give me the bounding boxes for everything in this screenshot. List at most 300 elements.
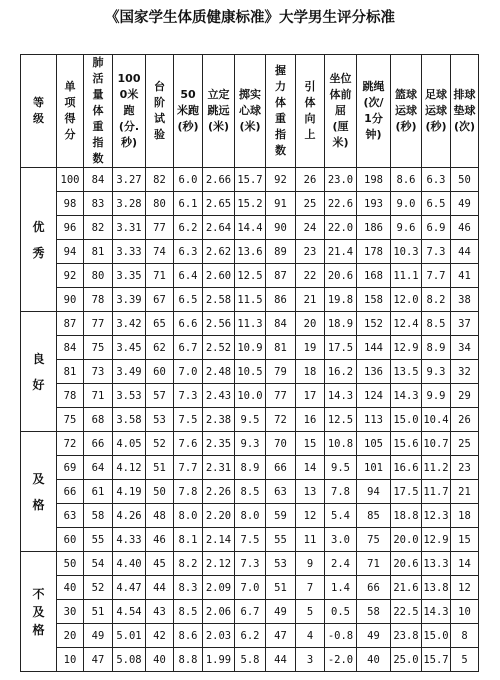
table-cell: 22.6 — [325, 192, 357, 216]
table-cell: 193 — [357, 192, 391, 216]
table-cell: 12.5 — [325, 408, 357, 432]
table-cell: 3.42 — [113, 312, 146, 336]
table-cell: 13.3 — [422, 552, 451, 576]
table-cell: 84 — [84, 168, 113, 192]
table-row — [21, 480, 479, 504]
header-cell-50m-run: 50米跑(秒) — [174, 55, 203, 168]
header-cell-basketball-dribble: 篮球运球(秒) — [391, 55, 422, 168]
table-cell: 100 — [57, 168, 84, 192]
table-cell: 50 — [57, 552, 84, 576]
table-cell: 18.9 — [325, 312, 357, 336]
table-cell: 25.0 — [391, 648, 422, 672]
table-cell: 66 — [357, 576, 391, 600]
table-cell: 80 — [146, 192, 174, 216]
table-cell: 23.0 — [325, 168, 357, 192]
table-cell: 6.0 — [174, 168, 203, 192]
table-cell: 6.1 — [174, 192, 203, 216]
table-cell: 21 — [451, 480, 479, 504]
table-cell: 9.3 — [235, 432, 266, 456]
table-cell: 6.3 — [174, 240, 203, 264]
table-cell: 8.0 — [235, 504, 266, 528]
table-cell: 96 — [57, 216, 84, 240]
table-cell: 14 — [451, 552, 479, 576]
table-cell: 7.5 — [235, 528, 266, 552]
grade-label: 及格 — [32, 471, 45, 512]
table-row — [21, 240, 479, 264]
table-cell: 3.49 — [113, 360, 146, 384]
table-cell: 64 — [84, 456, 113, 480]
table-cell: 9 — [296, 552, 325, 576]
header-cell-1000m-run: 1000米跑(分.秒) — [113, 55, 146, 168]
table-cell: 2.60 — [203, 264, 235, 288]
table-cell: 3.45 — [113, 336, 146, 360]
table-cell: 43 — [146, 600, 174, 624]
table-cell: 19 — [296, 336, 325, 360]
table-cell: 14 — [296, 456, 325, 480]
table-cell: 42 — [146, 624, 174, 648]
table-cell: 7.3 — [235, 552, 266, 576]
table-cell: 21.4 — [325, 240, 357, 264]
table-cell: 7.0 — [174, 360, 203, 384]
table-cell: 2.64 — [203, 216, 235, 240]
table-cell: 13.6 — [235, 240, 266, 264]
table-cell: 7.8 — [325, 480, 357, 504]
table-row — [21, 528, 479, 552]
table-cell: 9.5 — [325, 456, 357, 480]
table-cell: 11.2 — [422, 456, 451, 480]
table-row — [21, 288, 479, 312]
header-cell-sit-and-reach: 坐位体前屈(厘米) — [325, 55, 357, 168]
table-cell: 4.12 — [113, 456, 146, 480]
table-cell: 6.2 — [174, 216, 203, 240]
table-cell: 9.3 — [422, 360, 451, 384]
table-cell: 5 — [296, 600, 325, 624]
table-cell: 6.3 — [422, 168, 451, 192]
table-cell: 18.8 — [391, 504, 422, 528]
table-cell: 8 — [451, 624, 479, 648]
table-cell: 7 — [296, 576, 325, 600]
table-cell: 15.7 — [422, 648, 451, 672]
table-cell: 84 — [266, 312, 296, 336]
grade-label: 优秀 — [32, 219, 45, 260]
table-cell: 2.38 — [203, 408, 235, 432]
table-cell: 3.53 — [113, 384, 146, 408]
table-cell: 15.6 — [391, 432, 422, 456]
table-cell: 2.12 — [203, 552, 235, 576]
table-cell: 6.2 — [235, 624, 266, 648]
table-cell: 11.5 — [235, 288, 266, 312]
table-cell: 22 — [296, 264, 325, 288]
table-cell: 69 — [57, 456, 84, 480]
table-cell: 21.6 — [391, 576, 422, 600]
table-cell: 18 — [451, 504, 479, 528]
table-cell: 3.28 — [113, 192, 146, 216]
table-cell: 17.5 — [391, 480, 422, 504]
table-cell: 58 — [357, 600, 391, 624]
table-cell: 2.09 — [203, 576, 235, 600]
table-cell: 2.20 — [203, 504, 235, 528]
table-cell: 65 — [146, 312, 174, 336]
grade-cell — [21, 552, 57, 672]
table-cell: 5 — [451, 648, 479, 672]
table-row — [21, 336, 479, 360]
table-cell: 81 — [84, 240, 113, 264]
table-cell: 67 — [146, 288, 174, 312]
table-cell: 2.06 — [203, 600, 235, 624]
table-cell: 15 — [451, 528, 479, 552]
table-cell: 12.5 — [235, 264, 266, 288]
table-cell: 8.6 — [174, 624, 203, 648]
table-cell: 6.4 — [174, 264, 203, 288]
table-cell: 10.5 — [235, 360, 266, 384]
table-cell: 94 — [57, 240, 84, 264]
header-cell-score: 单项得分 — [57, 55, 84, 168]
table-cell: 60 — [57, 528, 84, 552]
table-cell: 2.35 — [203, 432, 235, 456]
table-row — [21, 576, 479, 600]
table-cell: 75 — [357, 528, 391, 552]
header-row — [21, 55, 479, 168]
table-cell: 13 — [296, 480, 325, 504]
table-row — [21, 360, 479, 384]
table-cell: 87 — [57, 312, 84, 336]
table-row — [21, 624, 479, 648]
table-cell: 80 — [84, 264, 113, 288]
table-row — [21, 408, 479, 432]
table-cell: 8.8 — [174, 648, 203, 672]
table-cell: 9.0 — [391, 192, 422, 216]
table-cell: 198 — [357, 168, 391, 192]
table-cell: 70 — [266, 432, 296, 456]
table-cell: 66 — [266, 456, 296, 480]
table-cell: 11.1 — [391, 264, 422, 288]
table-cell: 101 — [357, 456, 391, 480]
table-cell: 72 — [266, 408, 296, 432]
table-cell: 66 — [84, 432, 113, 456]
table-cell: 62 — [146, 336, 174, 360]
table-cell: 41 — [451, 264, 479, 288]
table-cell: 7.3 — [422, 240, 451, 264]
table-cell: 23 — [451, 456, 479, 480]
table-cell: 5.08 — [113, 648, 146, 672]
table-row — [21, 384, 479, 408]
table-cell: 15.0 — [391, 408, 422, 432]
table-cell: 46 — [451, 216, 479, 240]
table-cell: 25 — [451, 432, 479, 456]
table-cell: 3.0 — [325, 528, 357, 552]
table-cell: 5.4 — [325, 504, 357, 528]
table-cell: 63 — [57, 504, 84, 528]
table-cell: 186 — [357, 216, 391, 240]
table-cell: 75 — [84, 336, 113, 360]
table-row — [21, 648, 479, 672]
table-cell: 49 — [451, 192, 479, 216]
table-cell: 90 — [57, 288, 84, 312]
table-cell: 49 — [357, 624, 391, 648]
table-cell: 6.6 — [174, 312, 203, 336]
table-cell: 71 — [146, 264, 174, 288]
table-cell: 16.6 — [391, 456, 422, 480]
table-cell: 8.9 — [235, 456, 266, 480]
table-cell: 51 — [146, 456, 174, 480]
table-cell: 3 — [296, 648, 325, 672]
table-cell: 24 — [296, 216, 325, 240]
table-cell: 10 — [451, 600, 479, 624]
table-cell: 8.5 — [235, 480, 266, 504]
table-cell: 52 — [146, 432, 174, 456]
table-cell: 82 — [146, 168, 174, 192]
table-cell: 11.7 — [422, 480, 451, 504]
table-cell: 8.5 — [422, 312, 451, 336]
table-cell: 14.3 — [422, 600, 451, 624]
table-cell: 2.66 — [203, 168, 235, 192]
table-cell: 63 — [266, 480, 296, 504]
table-cell: 12.9 — [391, 336, 422, 360]
header-cell-grade: 等级 — [21, 55, 57, 168]
table-cell: 7.0 — [235, 576, 266, 600]
table-cell: 7.6 — [174, 432, 203, 456]
table-cell: 55 — [84, 528, 113, 552]
table-cell: 2.26 — [203, 480, 235, 504]
table-cell: 81 — [266, 336, 296, 360]
table-cell: 6.5 — [174, 288, 203, 312]
table-cell: 6.9 — [422, 216, 451, 240]
table-cell: 58 — [84, 504, 113, 528]
table-cell: 7.3 — [174, 384, 203, 408]
table-cell: 51 — [84, 600, 113, 624]
table-cell: 81 — [57, 360, 84, 384]
table-cell: 49 — [266, 600, 296, 624]
table-cell: 54 — [84, 552, 113, 576]
table-cell: 6.7 — [235, 600, 266, 624]
table-cell: 8.9 — [422, 336, 451, 360]
table-cell: 13.5 — [391, 360, 422, 384]
table-cell: 57 — [146, 384, 174, 408]
table-cell: 2.14 — [203, 528, 235, 552]
table-cell: 15.0 — [422, 624, 451, 648]
header-cell-standing-long-jump: 立定跳远(米) — [203, 55, 235, 168]
table-cell: 86 — [266, 288, 296, 312]
table-cell: 73 — [84, 360, 113, 384]
table-row — [21, 456, 479, 480]
table-cell: 21 — [296, 288, 325, 312]
table-cell: 8.1 — [174, 528, 203, 552]
table-cell: 3.39 — [113, 288, 146, 312]
table-cell: 11 — [296, 528, 325, 552]
table-cell: 19.8 — [325, 288, 357, 312]
table-cell: 20 — [57, 624, 84, 648]
table-cell: 178 — [357, 240, 391, 264]
table-cell: 4.54 — [113, 600, 146, 624]
table-cell: 79 — [266, 360, 296, 384]
table-cell: 113 — [357, 408, 391, 432]
table-cell: 29 — [451, 384, 479, 408]
table-cell: 22.0 — [325, 216, 357, 240]
table-cell: 66 — [57, 480, 84, 504]
table-cell: 2.52 — [203, 336, 235, 360]
table-cell: 10.3 — [391, 240, 422, 264]
table-cell: 12.4 — [391, 312, 422, 336]
table-cell: 51 — [266, 576, 296, 600]
table-cell: 9.6 — [391, 216, 422, 240]
table-cell: 12.3 — [422, 504, 451, 528]
table-cell: 12.9 — [422, 528, 451, 552]
table-cell: 87 — [266, 264, 296, 288]
table-cell: 3.31 — [113, 216, 146, 240]
header-cell-football-dribble: 足球运球(秒) — [422, 55, 451, 168]
table-cell: 98 — [57, 192, 84, 216]
table-cell: 4.33 — [113, 528, 146, 552]
table-cell: 12 — [451, 576, 479, 600]
table-row — [21, 600, 479, 624]
table-cell: 48 — [146, 504, 174, 528]
table-cell: 12.0 — [391, 288, 422, 312]
table-cell: 77 — [84, 312, 113, 336]
table-cell: 60 — [146, 360, 174, 384]
table-cell: 7.5 — [174, 408, 203, 432]
table-cell: 15 — [296, 432, 325, 456]
table-cell: 55 — [266, 528, 296, 552]
header-cell-vital-capacity-index: 肺活量体重指数 — [84, 55, 113, 168]
grade-label: 良好 — [32, 351, 45, 392]
header-cell-grip-strength-index: 握力体重指数 — [266, 55, 296, 168]
table-cell: 14.4 — [235, 216, 266, 240]
table-cell: 20.0 — [391, 528, 422, 552]
table-cell: 20.6 — [391, 552, 422, 576]
table-cell: 26 — [451, 408, 479, 432]
table-cell: 14.3 — [391, 384, 422, 408]
table-cell: 152 — [357, 312, 391, 336]
table-cell: 59 — [266, 504, 296, 528]
table-cell: 90 — [266, 216, 296, 240]
header-cell-pull-ups: 引体向上 — [296, 55, 325, 168]
table-cell: 3.35 — [113, 264, 146, 288]
header-cell-rope-skipping: 跳绳(次/1分钟) — [357, 55, 391, 168]
table-cell: 40 — [357, 648, 391, 672]
table-cell: 11.3 — [235, 312, 266, 336]
table-cell: 10.7 — [422, 432, 451, 456]
table-cell: 40 — [146, 648, 174, 672]
grade-cell — [21, 168, 57, 312]
table-row — [21, 504, 479, 528]
table-cell: 13.8 — [422, 576, 451, 600]
table-cell: 78 — [57, 384, 84, 408]
grade-cell — [21, 312, 57, 432]
table-cell: 75 — [57, 408, 84, 432]
table-cell: 34 — [451, 336, 479, 360]
table-cell: 136 — [357, 360, 391, 384]
table-cell: 84 — [57, 336, 84, 360]
table-cell: 2.4 — [325, 552, 357, 576]
table-cell: 4.47 — [113, 576, 146, 600]
table-cell: 8.2 — [422, 288, 451, 312]
table-cell: 78 — [84, 288, 113, 312]
table-cell: 30 — [57, 600, 84, 624]
table-cell: 92 — [266, 168, 296, 192]
table-cell: 3.58 — [113, 408, 146, 432]
table-cell: -2.0 — [325, 648, 357, 672]
table-cell: 2.56 — [203, 312, 235, 336]
table-cell: 2.65 — [203, 192, 235, 216]
table-cell: 8.3 — [174, 576, 203, 600]
table-cell: 8.5 — [174, 600, 203, 624]
table-cell: 15.2 — [235, 192, 266, 216]
table-cell: 8.2 — [174, 552, 203, 576]
table-cell: 52 — [84, 576, 113, 600]
table-row — [21, 192, 479, 216]
table-cell: 91 — [266, 192, 296, 216]
table-cell: 10.4 — [422, 408, 451, 432]
grade-label: 不及格 — [32, 586, 45, 637]
table-cell: 77 — [146, 216, 174, 240]
table-cell: 74 — [146, 240, 174, 264]
table-cell: 77 — [266, 384, 296, 408]
table-cell: 89 — [266, 240, 296, 264]
table-cell: 94 — [357, 480, 391, 504]
table-cell: 3.27 — [113, 168, 146, 192]
table-cell: 50 — [146, 480, 174, 504]
header-cell-volleyball-bump: 排球垫球(次) — [451, 55, 479, 168]
table-cell: 4 — [296, 624, 325, 648]
table-cell: 17 — [296, 384, 325, 408]
table-cell: 4.40 — [113, 552, 146, 576]
table-cell: 105 — [357, 432, 391, 456]
table-cell: 5.8 — [235, 648, 266, 672]
table-cell: 17.5 — [325, 336, 357, 360]
page-title: 《国家学生体质健康标准》大学男生评分标准 — [105, 10, 395, 26]
table-cell: 7.7 — [422, 264, 451, 288]
table-row — [21, 216, 479, 240]
table-cell: 53 — [266, 552, 296, 576]
table-cell: 6.5 — [422, 192, 451, 216]
table-cell: 0.5 — [325, 600, 357, 624]
table-cell: 4.05 — [113, 432, 146, 456]
table-cell: 2.48 — [203, 360, 235, 384]
table-cell: 44 — [146, 576, 174, 600]
table-cell: 14.3 — [325, 384, 357, 408]
table-cell: 92 — [57, 264, 84, 288]
table-cell: 26 — [296, 168, 325, 192]
table-cell: 37 — [451, 312, 479, 336]
table-row — [21, 432, 479, 456]
table-cell: 71 — [357, 552, 391, 576]
table-cell: 10 — [57, 648, 84, 672]
table-cell: 18 — [296, 360, 325, 384]
table-cell: 7.7 — [174, 456, 203, 480]
table-cell: 168 — [357, 264, 391, 288]
table-cell: 2.03 — [203, 624, 235, 648]
table-cell: -0.8 — [325, 624, 357, 648]
table-row — [21, 552, 479, 576]
table-cell: 158 — [357, 288, 391, 312]
table-cell: 6.7 — [174, 336, 203, 360]
table-cell: 50 — [451, 168, 479, 192]
table-cell: 47 — [84, 648, 113, 672]
table-cell: 46 — [146, 528, 174, 552]
table-cell: 83 — [84, 192, 113, 216]
table-cell: 1.99 — [203, 648, 235, 672]
table-cell: 12 — [296, 504, 325, 528]
grade-cell — [21, 432, 57, 552]
table-cell: 32 — [451, 360, 479, 384]
table-cell: 22.5 — [391, 600, 422, 624]
table-cell: 23.8 — [391, 624, 422, 648]
table-cell: 44 — [451, 240, 479, 264]
table-cell: 10.0 — [235, 384, 266, 408]
table-row — [21, 312, 479, 336]
table-cell: 23 — [296, 240, 325, 264]
table-cell: 144 — [357, 336, 391, 360]
